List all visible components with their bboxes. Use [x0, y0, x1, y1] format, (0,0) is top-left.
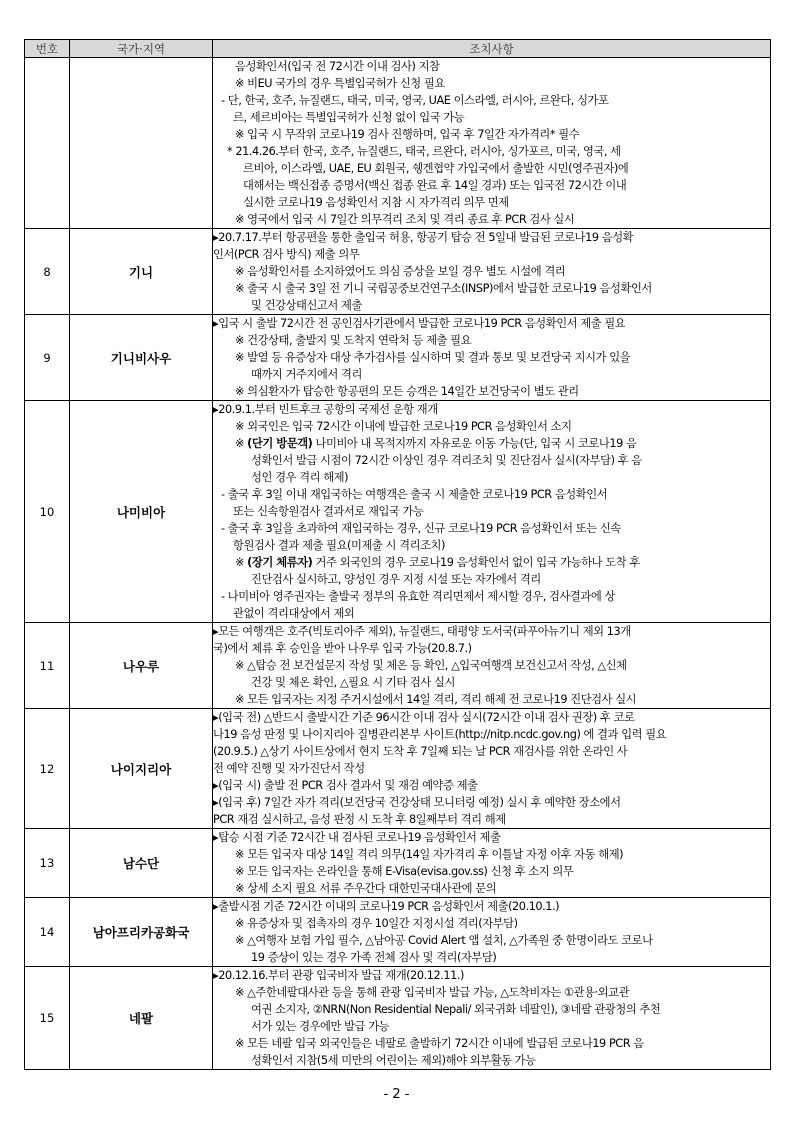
- measure-line: ※ 모든 입국자는 지정 주거시설에서 14일 격리, 격리 해제 전 코로나19 진단검사 실시: [235, 693, 637, 706]
- measure-line: ※ (장기 체류자) 거주 외국인의 경우 코로나19 음성확인서 없이 입국 가능하나 도착 후: [235, 556, 640, 569]
- measures-cell: [213, 58, 771, 229]
- measure-line: ▸탑승 시점 기준 72시간 내 검사된 코로나19 음성확인서 제출: [213, 831, 501, 844]
- measure-line: ※ 상세 소지 필요 서류 주우간다 대한민국대사관에 문의: [235, 882, 497, 895]
- measure-line: 음성확인서(입국 전 72시간 이내 검사) 지참: [235, 60, 440, 73]
- country-name: 기니비사우: [70, 315, 213, 401]
- measure-line: 때까지 거주지에서 격리: [251, 368, 362, 381]
- measures-cell: [213, 315, 771, 401]
- measure-line: ※ 영국에서 입국 시 7일간 의무격리 조치 및 격리 종료 후 PCR 검사 실시: [235, 213, 575, 226]
- country-name: [70, 58, 213, 229]
- measure-line: ▸(입국 후) 7일간 자가 격리(보건당국 건강상태 모니터링 예정) 실시 후 예약한 장소에서: [213, 796, 621, 809]
- row-number: [25, 58, 70, 229]
- measure-line: ▸입국 시 출발 72시간 전 공인검사기관에서 발급한 코로나19 PCR 음성확인서 제출 필요: [213, 317, 626, 330]
- header-measures: 조치사항: [213, 40, 771, 58]
- measure-line: ▸20.9.1.부터 빈트후크 공항의 국제선 운항 재개: [213, 403, 438, 416]
- measure-line: - 단, 한국, 호주, 뉴질랜드, 태국, 미국, 영국, UAE 이스라엘, 러시아, 르완다, 싱가포: [221, 94, 609, 107]
- measure-line: ※ 모든 입국자 대상 14일 격리 의무(14일 자가격리 후 이틀날 자정 이후 자동 해제): [235, 848, 624, 861]
- measure-line: ※ △주한네팔대사관 등을 통해 관광 입국비자 발급 가능, △도착비자는 ①관용·외교관: [235, 986, 630, 999]
- measure-line: ▸(입국 시) 출발 전 PCR 검사 결과서 및 재검 예약증 제출: [213, 779, 478, 792]
- row-number: 10: [25, 401, 70, 623]
- table-row: [25, 967, 771, 1070]
- table-row: [25, 623, 771, 709]
- row-number: 11: [25, 623, 70, 709]
- measure-line: ※ 모든 입국자는 온라인을 통해 E-Visa(evisa.gov.ss) 신청 후 소지 의무: [235, 865, 574, 878]
- measure-line: 관없이 격리대상에서 제외: [233, 607, 355, 620]
- measure-line: ※ △탑승 전 보건설문지 작성 및 체온 등 확인, △입국여행객 보건신고서 작성, △신체: [235, 659, 627, 672]
- measure-line: ※ 비EU 국가의 경우 특별입국허가 신청 필요: [235, 77, 445, 90]
- measure-line: 성인 경우 격리 해제): [251, 471, 349, 484]
- measure-line: 국)에서 체류 후 승인을 받아 나우루 입국 가능(20.8.7.): [213, 642, 472, 655]
- row-number: 9: [25, 315, 70, 401]
- measures-cell: [213, 967, 771, 1070]
- measure-line: 항원검사 결과 제출 필요(미제출 시 격리조치): [233, 539, 445, 552]
- measure-line: ※ 음성확인서를 소지하였어도 의심 증상을 보일 경우 별도 시설에 격리: [235, 265, 566, 278]
- measure-line: (20.9.5.) △상기 사이트상에서 현지 도착 후 7일째 되는 날 PCR 재검사를 위한 온라인 사: [213, 745, 628, 758]
- country-name: 남수단: [70, 829, 213, 898]
- measure-line: 인서(PCR 검사 방식) 제출 의무: [213, 248, 360, 261]
- measure-line: ▸20.12.16.부터 관광 입국비자 발급 재개(20.12.11.): [213, 969, 464, 982]
- row-number: 13: [25, 829, 70, 898]
- table-row: [25, 315, 771, 401]
- measure-line: ▸모든 여행객은 호주(빅토리아주 제외), 뉴질랜드, 태평양 도서국(파푸아뉴기니 제외 13개: [213, 625, 631, 638]
- measure-line: 진단검사 실시하고, 양성인 경우 지정 시설 또는 자가에서 격리: [251, 573, 541, 586]
- measure-line: ▸20.7.17.부터 항공편을 통한 출입국 허용, 항공기 탑승 전 5일내 발급된 코로나19 음성확: [213, 231, 634, 244]
- measures-cell: [213, 829, 771, 898]
- measures-table: [24, 39, 771, 1070]
- measure-line: ※ 유증상자 및 접촉자의 경우 10일간 지정시설 격리(자부담): [235, 917, 518, 930]
- table-header-row: [25, 40, 771, 58]
- measure-line: - 나미비아 영주권자는 출발국 정부의 유효한 격리면제서 제시할 경우, 검사결과에 상: [221, 590, 615, 603]
- measure-line: 건강 및 체온 확인, △필요 시 기타 검사 실시: [251, 676, 455, 689]
- country-name: 네팔: [70, 967, 213, 1070]
- measures-cell: [213, 401, 771, 623]
- measures-cell: [213, 709, 771, 829]
- country-name: 남아프리카공화국: [70, 898, 213, 967]
- measure-line: ▸출발시점 기준 72시간 이내의 코로나19 PCR 음성확인서 제출(20.10.1.): [213, 900, 560, 913]
- country-name: 나미비아: [70, 401, 213, 623]
- measure-line: 전 예약 진행 및 자가진단서 작성: [213, 762, 365, 775]
- table-row: [25, 898, 771, 967]
- measure-line: 성확인서 발급 시점이 72시간 이상인 경우 격리조치 및 진단검사 실시(자부담) 후 음: [251, 454, 642, 467]
- measure-line: 서가 있는 경우에만 발급 가능: [251, 1020, 390, 1033]
- measure-line: 실시한 코로나19 음성확인서 지참 시 자가격리 의무 면제: [243, 196, 509, 209]
- measure-line: ※ 건강상태, 출발지 및 도착지 연락처 등 제출 필요: [235, 334, 472, 347]
- measure-line: 및 건강상태신고서 제출: [251, 299, 362, 312]
- row-number: 14: [25, 898, 70, 967]
- measure-line: - 출국 후 3일을 초과하여 재입국하는 경우, 신규 코로나19 PCR 음성확인서 또는 신속: [221, 522, 621, 535]
- measure-line: 르비아, 이스라엘, UAE, EU 회원국, 쉥겐협약 가입국에서 출발한 시민(영주권자)에: [243, 162, 629, 175]
- measure-line: 르, 세르비아는 특별입국허가 신청 없이 입국 가능: [233, 111, 465, 124]
- table-row: [25, 709, 771, 829]
- measure-line: ※ 모든 네팔 입국 외국인들은 네팔로 출발하기 72시간 이내에 발급된 코로나19 PCR 음: [235, 1037, 644, 1050]
- measure-line: ※ 발열 등 유증상자 대상 추가검사를 실시하며 및 결과 통보 및 보건당국 지시가 있을: [235, 351, 631, 364]
- measure-line: 여권 소지자, ②NRN(Non Residential Nepali/ 외국귀화 네팔인), ③네팔 관광청의 추천: [251, 1003, 661, 1016]
- row-number: 15: [25, 967, 70, 1070]
- measure-line: 나19 음성 판정 및 나이지리아 질병관리본부 사이트(http://nitp.ncdc.gov.ng) 에 결과 입력 필요: [213, 728, 667, 741]
- measures-cell: [213, 623, 771, 709]
- row-number: 12: [25, 709, 70, 829]
- measure-line: 대해서는 백신접종 증명서(백신 접종 완료 후 14일 경과) 또는 입국전 72시간 이내: [243, 179, 627, 192]
- measure-line: * 21.4.26.부터 한국, 호주, 뉴질랜드, 태국, 르완다, 러시아, 싱가포르, 미국, 영국, 세: [227, 145, 621, 158]
- measure-line: 성확인서 지참(5세 미만의 어린이는 제외)해야 외부활동 가능: [251, 1054, 536, 1067]
- table-row: [25, 229, 771, 315]
- measures-cell: [213, 898, 771, 967]
- header-number: 번호: [25, 40, 70, 58]
- measure-line: 또는 신속항원검사 결과서로 재입국 가능: [233, 505, 424, 518]
- measure-line: ※ 입국 시 무작위 코로나19 검사 진행하며, 입국 후 7일간 자가격리* 필수: [235, 128, 580, 141]
- measure-line: ※ 출국 시 출국 3일 전 기니 국립공중보건연구소(INSP)에서 발급한 코로나19 음성확인서: [235, 282, 652, 295]
- table-row: [25, 401, 771, 623]
- country-name: 나우루: [70, 623, 213, 709]
- measure-line: ▸(입국 전) △반드시 출발시간 기준 96시간 이내 검사 실시(72시간 이내 검사 권장) 후 코로: [213, 711, 635, 724]
- measure-line: 19 증상이 있는 경우 가족 전체 검사 및 격리(자부담): [251, 951, 497, 964]
- country-name: 나이지리아: [70, 709, 213, 829]
- measure-line: ※ 의심환자가 탑승한 항공편의 모든 승객은 14일간 보건당국이 별도 관리: [235, 385, 579, 398]
- measure-line: ※ 외국인은 입국 72시간 이내에 발급한 코로나19 PCR 음성확인서 소지: [235, 420, 572, 433]
- country-name: 기니: [70, 229, 213, 315]
- measure-line: - 출국 후 3일 이내 재입국하는 여행객은 출국 시 제출한 코로나19 PCR 음성확인서: [221, 488, 608, 501]
- measures-cell: [213, 229, 771, 315]
- measure-line: ※ (단기 방문객) 나미비아 내 목적지까지 자유로운 이동 가능(단, 입국 시 코로나19 음: [235, 437, 637, 450]
- table-row: [25, 58, 771, 229]
- table-row: [25, 829, 771, 898]
- measure-line: PCR 재검 실시하고, 음성 판정 시 도착 후 8일째부터 격리 해제: [213, 813, 506, 826]
- row-number: 8: [25, 229, 70, 315]
- header-country: 국가·지역: [70, 40, 213, 58]
- page-number: - 2 -: [383, 1087, 410, 1102]
- measure-line: ※ △여행자 보험 가입 필수, △남아공 Covid Alert 앱 설치, △가족원 중 한명이라도 코로나: [235, 934, 653, 947]
